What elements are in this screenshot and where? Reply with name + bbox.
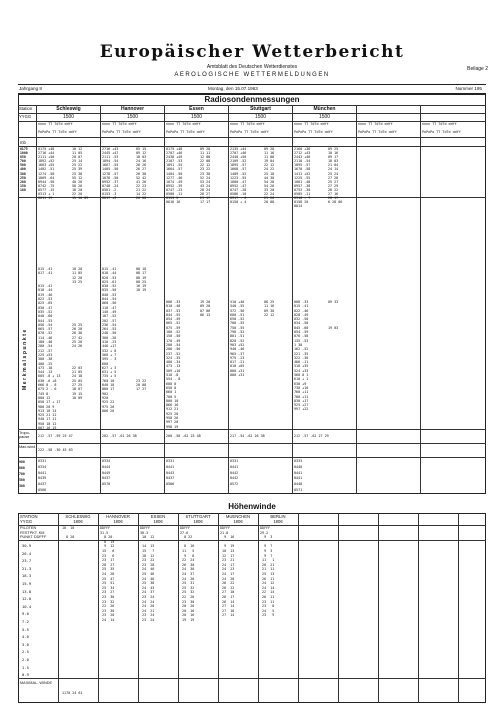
schleswig-sig-values: 015 -41 017 -41 015 -41 018 -44 019 -46 022 -53 025 -65 030 -47 035 -52 040 -60 044 -53 056 -54 065 -57 070 -52 114 -46 180 -48 200 -54 212 -57 225 +53 300 -38 400 -25 473 -18 544 -13 605 -8 + 13 630 -6 +8 666 0 - 8 675 2 - 6 745 8 800 12 850 17 + 17 900 20 9 913 18 14 925 21 12 940 17 11 950 18 12 007 16 15 — [38, 267, 61, 430]
schleswig-sig-winds: 10 20 11 05 12 20 13 25 25 25 26 28 26 38 27 42 25 28 24 26 22 03 21 05 24 18 25 05 27 25 18 07 19 15 10 09 — [72, 267, 83, 400]
hw-col-muenchen: DDFFF 21.8 9 16 9 19 10 13 12 17 23 21 24 17 24 23 24 17 24 20 26 22 26 22 27 18 26 17 26 14 27 14 27 16 27 14 — [220, 526, 235, 618]
lower-level-label: 300 — [19, 484, 25, 488]
code-header-11: nnnn TT TdTd ddff — [358, 122, 393, 126]
time-muenchen: 1500 — [318, 114, 331, 120]
tropo-muenchen: 212 -57 -62 27 29 — [294, 434, 329, 438]
yygg-label: YYGG — [19, 114, 32, 119]
time-stuttgart: 1500 — [254, 114, 267, 120]
level-label: 1000 — [20, 151, 28, 156]
level-label: 850 — [20, 155, 26, 160]
maxwind-schleswig: 222 -58 -30 45 63 — [38, 448, 73, 452]
code-header-14: PoPoPo TT TdTd ddff — [422, 130, 461, 134]
hw-station-essen: ESSEN — [150, 514, 166, 519]
hw-maximal-value: 1170 24 61 — [62, 691, 83, 695]
muenchen-std-winds: 09 25 10 16 09 17 18 03 21 04 24 14 25 24 27 28 25 27 27 29 28 22 27 16 28 17 6 28 06 — [328, 147, 343, 205]
hw-time-stuttgart: 1806 — [193, 519, 203, 524]
schleswig-std-winds: 10 12 11 05 20 07 25 14 25 22 25 39 25 38 55 12 40 28 58 26 18 20 22 20 15 10 09 — [72, 147, 89, 201]
hw-station-hannover: HANNOVER — [106, 514, 130, 519]
hw-station-muenchen: MUENCHEN — [225, 514, 251, 519]
hw-station-berlin: BERLIN — [270, 514, 286, 519]
tropo-stuttgart: 217 -54 -62 26 38 — [230, 434, 265, 438]
hw-row-label: PILOTEN — [20, 526, 37, 530]
station-name-schleswig: Schleswig — [56, 106, 81, 112]
code-header-5: nnnn TT TdTd ddff — [166, 122, 201, 126]
hw-col-hannover: DDFFF 31.5 8 20 8 19 9 12 15 6 23 6 23 17 28 27 25 35 24 28 25 47 25 51 25 34 23 27 23 30 23 32 22 26 23 30 23 20 24 14 — [100, 526, 115, 622]
code-header-3: nnnn TT TdTd ddff — [102, 122, 137, 126]
issue-date: Montag, den 15.07.1963 — [208, 86, 258, 91]
stuttgart-sig-values: 510 +40 540 -55 572 -56 600 -51 650 -52 700 -55 750 -55 798 -52 801 -51 820 -52 903 +52 940 -46 965 -37 975 -23 017 -21 010 +05 000 +31 000 +31 — [230, 300, 245, 378]
hannover-std-winds: 05 15 09 12 18 03 24 16 26 26 26 27 26 38 52 42 41 26 22 23 21 22 14 22 20 08 — [136, 147, 147, 201]
station-name-stuttgart: Stuttgart — [250, 106, 271, 112]
tropo-essen: 200 -58 -62 25 48 — [166, 434, 201, 438]
low-block-schleswig: 0331 0334 0441 0439 0437 0566 — [38, 459, 47, 492]
tropo-schleswig: 212 -57 -59 25 47 — [38, 434, 73, 438]
code-header-12: PoPoPo TT TdTd ddff — [358, 130, 397, 134]
essen-std-winds: 09 20 11 11 12 08 22 08 22 12 23 22 23 38 52 24 53 24 43 24 28 24 26 27 29 17 17 17 — [200, 147, 211, 205]
level-label: 100 — [20, 187, 26, 192]
hw-time-hannover: 1806 — [113, 519, 123, 524]
issue-number: Nummer 195 — [455, 86, 482, 91]
stuttgart-std-winds: 09 20 11 16 11 08 19 04 22 12 24 22 25 18 44 30 54 28 54 26 33 20 22 24 21 26 20 08 — [264, 147, 275, 205]
level-label: 300 — [20, 171, 26, 176]
hw-station-label: STATION — [20, 514, 38, 519]
hw-yygg-label: YYGG — [20, 519, 33, 524]
supplement-label: Beilage 2 — [467, 66, 488, 72]
station-name-hannover: Hannover — [120, 106, 145, 112]
stuttgart-std-values: 2135 +44 2707 +46 2440 +50 2109 -52 1895 -57 1668 -57 1409 -52 1223 -55 1000 -47 0952 -47 0747 -28 0586 -10 0317 - 6 0150 + 4 — [230, 147, 247, 205]
code-header-9: nnnn TT TdTd ddff — [294, 122, 329, 126]
hw-row-labels — [20, 526, 46, 540]
hannover-std-values: 2716 +43 2445 +47 2111 -53 1894 -54 1667 -55 1405 -50 1278 -57 1076 -50 0952 -37 0748 -24 0581 -2 0153 -3 0017 +3 — [102, 147, 119, 201]
low-block-muenchen: 0333 0440 0441 0441 0440 0571 — [294, 459, 303, 492]
code-header-13: nnnn TT TdTd ddff — [422, 122, 457, 126]
hw-time-muenchen: 1806 — [233, 519, 243, 524]
low-block-hannover: 0334 0444 0449 0437 0570 — [102, 459, 111, 487]
lower-level-label: 700 — [19, 472, 25, 476]
hw-row-label: FESTPKT. KM — [20, 530, 45, 535]
level-label: 150 — [20, 183, 26, 188]
tropopause-label: Tropo-pause — [19, 431, 31, 440]
code-header-6: PoPoPo TT TdTd ddff — [166, 130, 205, 134]
code-header-10: PoPoPo TT TdTd ddff — [294, 130, 333, 134]
hw-station-schleswig: SCHLESWIG — [65, 514, 91, 519]
code-header-1: nnnn TT TdTd ddff — [38, 122, 73, 126]
code-header-4: PoPoPo TT TdTd ddff — [102, 130, 141, 134]
document-subtitle: AEROLOGISCHE WETTERMELDUNGEN — [174, 72, 330, 78]
time-schleswig: 1500 — [62, 114, 75, 120]
station-name-muenchen: München — [313, 106, 336, 112]
low-block-stuttgart: 0331 0441 0442 0442 0572 — [230, 459, 239, 487]
muenchen-sig-winds: 09 33 19 03 — [328, 300, 339, 330]
level-label: 0175 — [20, 147, 28, 151]
level-label: 400 — [20, 167, 26, 172]
station-name-essen: Essen — [189, 106, 204, 112]
low-block-essen: 0331 0441 0443 0437 0566 — [166, 459, 175, 487]
level-label: 250 — [20, 175, 26, 180]
radiosonde-section-title: Radiosondenmessungen — [204, 95, 300, 104]
essen-sig-winds: 19 20 09 20 07 06 06 13 — [200, 300, 211, 317]
stuttgart-sig-winds: 08 25 11 16 09 30 22 12 — [264, 300, 275, 317]
hw-maximal-label: MAXIMAL- WINDE — [20, 681, 53, 685]
code-header-7: nnnn TT TdTd ddff — [230, 122, 265, 126]
level-label: 700 — [20, 159, 26, 164]
lower-level-label: 900 — [19, 460, 25, 464]
mb-label: mb — [20, 140, 26, 145]
hoehenwinde-section-title: Höhenwinde — [228, 502, 276, 511]
hw-time-berlin: 1806 — [273, 519, 283, 524]
muenchen-std-values: 2160 +36 2712 +43 2443 +48 2110 -54 1895 -57 1670 -58 1411 +52 1225 -55 1081 -48 0957 -38 0753 -30 0585 -11 0318 - 7 0158 20 0014 — [294, 147, 311, 209]
year-label: Jahrgang 8 — [19, 86, 42, 91]
document-title: Europäischer Wetterbericht — [99, 42, 405, 62]
code-header-2: PoPoPo TT TdTd ddff — [38, 130, 77, 134]
essen-std-values: 0175 +40 2707 +46 2438 +49 2107 -53 1891 -55 1664 -57 1404 -50 1277 -46 1074 -49 0952 -39 0747 -23 0580 -11 0153 5 0016 16 — [166, 147, 183, 205]
publisher-line: Amtsblatt des Deutschen Wetterdienstes — [206, 64, 298, 70]
time-essen: 1500 — [190, 114, 203, 120]
pressure-levels — [20, 147, 28, 192]
hw-col-essen: DDFFF 30.3 10 12 14 13 15 7 18 12 23 22 23 28 24 40 25 46 24 46 25 38 24 43 24 37 23 24 24 24 24 20 24 21 23 24 23 24 — [140, 526, 155, 622]
schleswig-std-values: 0175 +40 2716 +44 2111 +50 1892 +52 1663 +55 1402 -51 1274 -58 1069 -64 0944 -58 0742 -75 0577 -15 0313 + 1 0011 19 — [38, 147, 55, 201]
lower-levels — [19, 459, 25, 489]
level-label: 500 — [20, 163, 26, 168]
muenchen-sig-values: 008 -33 015 -41 022 -46 028 -49 032 -50 034 -50 045 -60 054 -59 076 -58 135 -53 1 30 162 -52 221 -35 322 -30 466 -11 518 +35 524 +33 568 0 1 610 + 1 630 +9 730 +10 760 +11 780 +11 830 +17 925 +27 997 +22 — [294, 300, 309, 412]
time-hannover: 1500 — [126, 114, 139, 120]
essen-sig-values: 006 -33 010 -40 037 -53 044 -55 054 -49 065 -52 075 -59 100 -52 150 -50 170 -49 200 -54 206 -56 237 -52 324 -35 400 -34 473 -13 509 +10 518 -8 554 - 8 600 0 650 0 660 1 700 5 800 10 866 16 912 21 925 20 958 26 997 28 998 19 — [166, 300, 181, 429]
hannover-sig-winds: 08 10 08 17 08 19 08 25 16 19 18 19 23 22 20 08 17 27 — [136, 267, 147, 392]
hw-time-schleswig: 1806 — [73, 519, 83, 524]
hw-station-stuttgart: STUTTGART — [185, 514, 211, 519]
hw-row-label: PUNKT DDFFF — [20, 535, 47, 540]
hw-col-schleswig: 10 10 8 20 — [62, 526, 75, 540]
hw-col-stuttgart: DDFFF 27.6 8 22 8 16 11 5 9 8 22 24 26 30 24 30 24 37 24 26 25 31 25 32 25 32 22 26 23 30 20 26 20 16 20 16 19 19 — [180, 526, 195, 622]
hw-col-berlin: DDFFF 29.2 9 3 9 7 9 3 9 7 11 1 26 21 21 11 25 13 26 11 24 12 24 14 22 14 26 11 23 11 23 8 24 5 23 9 — [260, 526, 275, 618]
maxwind-label: Max-wind — [19, 445, 36, 449]
hw-time-essen: 1806 — [153, 519, 163, 524]
hw-heights: 30.9 26.4 23.7 21.3 18.3 15.9 13.8 12.0 10.4 9.0 7.2 5.5 4.0 3.0 2.5 2.0 1.5 0.9 — [22, 543, 32, 678]
hoehenwinde-table — [18, 513, 486, 703]
lower-level-label: 800 — [19, 466, 25, 470]
level-label: 200 — [20, 179, 26, 184]
side-label-merkmalspunkte: Merkmalspunkte — [22, 328, 28, 390]
station-label: Station — [19, 106, 33, 111]
lower-level-label: 500 — [19, 478, 25, 482]
tropo-hannover: 202 -57 -61 26 38 — [102, 434, 137, 438]
hannover-sig-values: 015 -41 018 -44 020 -53 025 -61 030 -52 035 -50 040 -53 044 -54 060 -56 110 -47 140 -49 187 -52 202 -57 236 -54 264 -53 248 -50 300 -26 410 -23 446 +17 532 + 8 560 + 7 595 - 3 600 627 + 3 631 + 5 735 + 5 760 10 840 18 880 17 902 920 925 22 975 26 006 26 — [102, 267, 117, 413]
code-header-8: PoPoPo TT TdTd ddff — [230, 130, 269, 134]
issue-info-line — [18, 84, 486, 94]
